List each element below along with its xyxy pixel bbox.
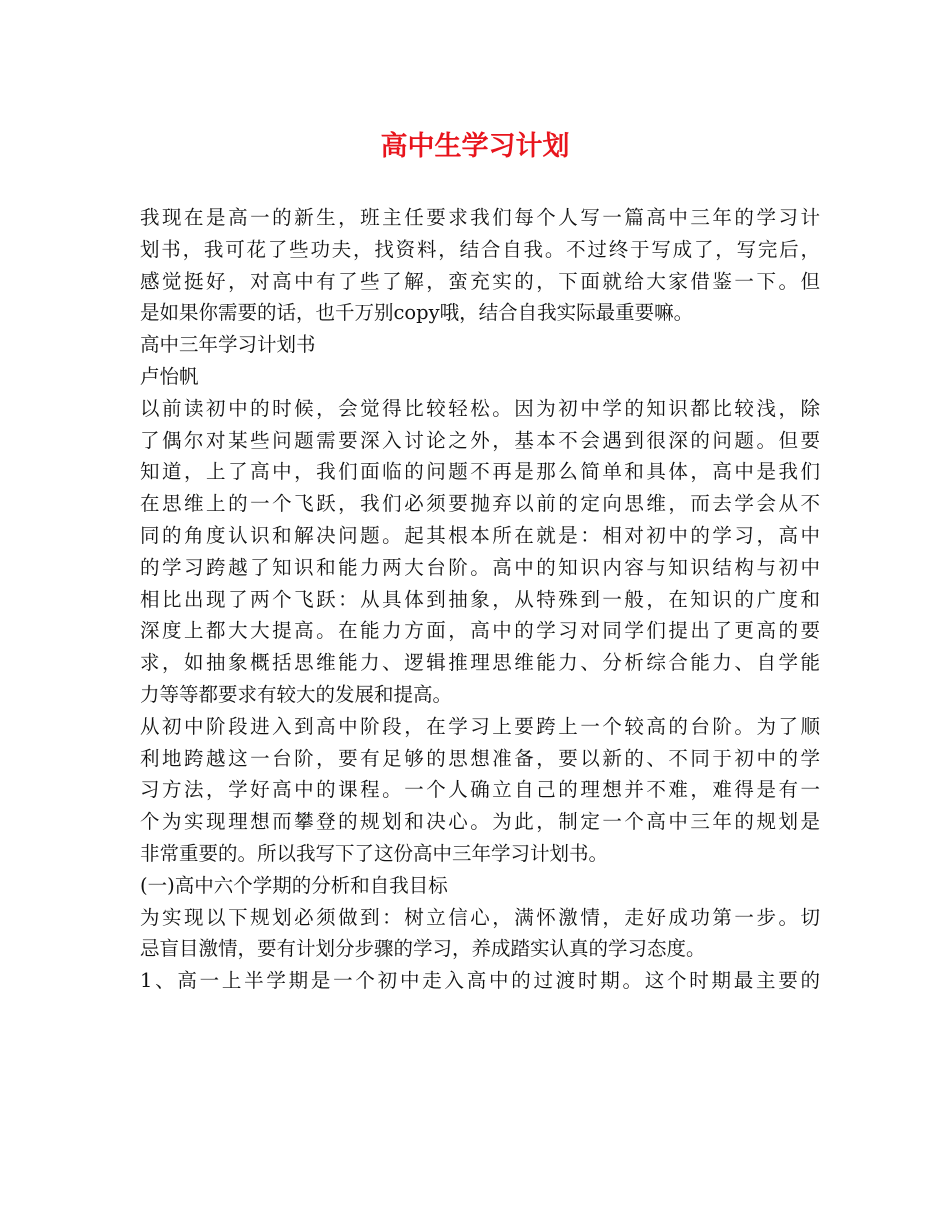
body-line: 以前读初中的时候，会觉得比较轻松。因为初中学的知识都比较浅，除 <box>140 396 820 420</box>
body-line: (一)高中六个学期的分析和自我目标 <box>140 873 448 897</box>
body-line: 深度上都大大提高。在能力方面，高中的学习对同学们提出了更高的要 <box>140 619 820 643</box>
document-body <box>140 202 820 997</box>
body-line: 的学习跨越了知识和能力两大台阶。高中的知识内容与知识结构与初中 <box>140 555 820 579</box>
body-line: 非常重要的。所以我写下了这份高中三年学习计划书。 <box>140 841 609 865</box>
body-line: 习方法，学好高中的课程。一个人确立自己的理想并不难，难得是有一 <box>140 778 820 802</box>
body-line: 是如果你需要的话，也千万别copy哦，结合自我实际最重要嘛。 <box>140 301 694 325</box>
body-line: 个为实现理想而攀登的规划和决心。为此，制定一个高中三年的规划是 <box>140 810 820 834</box>
body-line: 从初中阶段进入到高中阶段，在学习上要跨上一个较高的台阶。为了顺 <box>140 714 820 738</box>
body-line: 相比出现了两个飞跃：从具体到抽象，从特殊到一般，在知识的广度和 <box>140 587 820 611</box>
body-line: 1、高一上半学期是一个初中走入高中的过渡时期。这个时期最主要的 <box>140 969 820 993</box>
body-line: 了偶尔对某些问题需要深入讨论之外，基本不会遇到很深的问题。但要 <box>140 428 820 452</box>
body-line: 同的角度认识和解决问题。起其根本所在就是：相对初中的学习，高中 <box>140 523 820 547</box>
document-title: 高中生学习计划 <box>380 131 570 162</box>
body-line: 知道，上了高中，我们面临的问题不再是那么简单和具体，高中是我们 <box>140 460 820 484</box>
body-line: 力等等都要求有较大的发展和提高。 <box>140 682 453 706</box>
body-line: 利地跨越这一台阶，要有足够的思想准备，要以新的、不同于初中的学 <box>140 746 820 770</box>
body-line: 在思维上的一个飞跃，我们必须要抛弃以前的定向思维，而去学会从不 <box>140 492 820 516</box>
body-line: 忌盲目激情，要有计划分步骤的学习，养成踏实认真的学习态度。 <box>140 937 706 961</box>
body-line: 卢怡帆 <box>140 364 199 388</box>
body-line: 为实现以下规划必须做到：树立信心，满怀激情，走好成功第一步。切 <box>140 905 820 929</box>
body-line: 高中三年学习计划书 <box>140 333 316 357</box>
body-line: 感觉挺好，对高中有了些了解，蛮充实的，下面就给大家借鉴一下。但 <box>140 269 820 293</box>
body-line: 求，如抽象概括思维能力、逻辑推理思维能力、分析综合能力、自学能 <box>140 651 820 675</box>
body-line: 我现在是高一的新生，班主任要求我们每个人写一篇高中三年的学习计 <box>140 206 820 229</box>
body-line: 划书，我可花了些功夫，找资料，结合自我。不过终于写成了，写完后， <box>140 237 820 261</box>
